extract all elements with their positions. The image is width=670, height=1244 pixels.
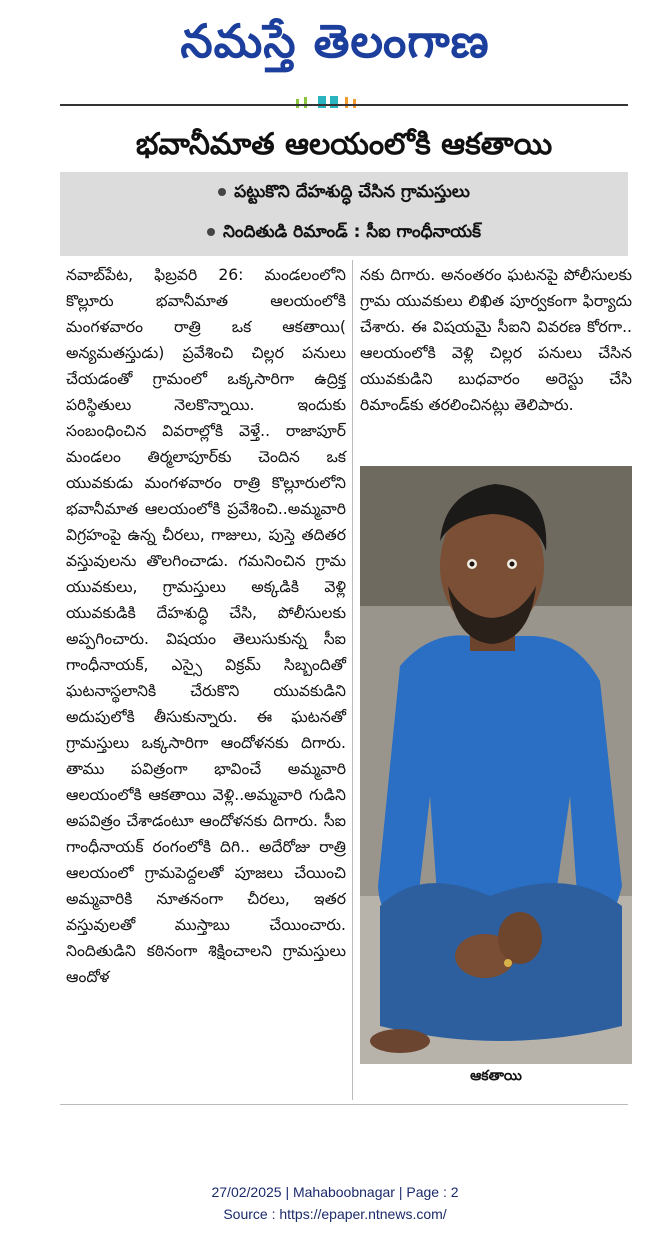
bottom-rule <box>60 1104 628 1105</box>
subhead-2-text: నిందితుడి రిమాండ్ : సీఐ గాంధీనాయక్ <box>222 222 482 242</box>
subhead-2 <box>60 222 628 246</box>
photo-caption: ఆకతాయి <box>470 1068 522 1084</box>
newspaper-title: నమస్తే తెలంగాణ <box>180 14 490 68</box>
article-headline: భవానీమాత ఆలయంలోకి ఆకతాయి <box>135 127 553 162</box>
accused-photo <box>360 466 632 1064</box>
masthead <box>0 6 670 76</box>
masthead-ornament-icon <box>296 96 356 110</box>
bullet-icon <box>207 228 215 236</box>
body-text-col1: నవాబ్‌పేట, ఫిబ్రవరి 26: మండలంలోని కొల్లూరు భవానీమాత ఆలయంలోకి మంగళవారం రాత్రి ఒక ఆకతాయి( అన్యమతస్తుడు) ప్రవేశించి చిల్లర పనులు చేయడంతో గ్రామంలో ఒక్కసారిగా ఉద్రిక్త పరిస్థితులు నెలకొన్నాయి. ఇందుకు సంబంధించిన వివరాల్లోకి వెళ్తే.. రాజాపూర్ మండలం తిర్మలాపూర్‌కు చెందిన ఒక యువకుడు మంగళవారం రాత్రి కొల్లూరులోని భవానీమాత ఆలయంలోకి ప్రవేశించి..అమ్మవారి విగ్రహంపై ఉన్న చీరలు, గాజులు, పుస్తె తదితర వస్తువులను తొలగించాడు. గమనించిన గ్రామ యువకులు, గ్రామస్తులు అక్కడికి వెళ్లి యువకుడికి దేహశుద్ధి చేసి, పోలీసులకు అప్పగించారు. విషయం తెలుసుకున్న సీఐ గాంధీనాయక్, ఎస్సై విక్రమ్ సిబ్బందితో ఘటనాస్థలానికి చేరుకొని యువకుడిని అదుపులోకి తీసుకున్నారు. ఈ ఘటనతో గ్రామస్తులు ఒక్కసారిగా ఆందోళనకు దిగారు. తాము పవిత్రంగా భావించే అమ్మవారి ఆలయంలోకి ఆకతాయి వెళ్లి..అమ్మవారి గుడిని అపవిత్రం చేశాడంటూ ఆందోళనకు దిగారు. సీఐ గాంధీనాయక్ రంగంలోకి దిగి.. అదేరోజు రాత్రి ఆలయంలో గ్రామపెద్దలతో పూజలు చేయించి అమ్మవారికి నూతనంగా చీరలు, ఇతర వస్తువులతో ముస్తాబు చేయించారు. నిందితుడిని కఠినంగా శిక్షించాలని గ్రామస్తులు ఆందోళ <box>66 266 346 986</box>
article-column-1 <box>66 262 346 990</box>
footer-date-edition: 27/02/2025 | Mahaboobnagar | Page : 2 <box>211 1184 459 1200</box>
subhead-1-text: పట్టుకొని దేహశుద్ధి చేసిన గ్రామస్తులు <box>234 182 470 202</box>
subheads-box <box>60 172 628 256</box>
article-column-2 <box>360 262 632 418</box>
top-rule <box>60 104 628 106</box>
subhead-1 <box>60 182 628 206</box>
bullet-icon <box>218 188 226 196</box>
footer-source: Source : https://epaper.ntnews.com/ <box>223 1206 447 1222</box>
body-text-col2: నకు దిగారు. అనంతరం ఘటనపై పోలీసులకు గ్రామ యువకులు లిఖిత పూర్వకంగా ఫిర్యాదు చేశారు. ఈ విషయమై సీఐని వివరణ కోరగా.. ఆలయంలోకి వెళ్లి చిల్లర పనులు చేసిన యువకుడిని బుధవారం అరెస్టు చేసి రిమాండ్‌కు తరలించినట్లు తెలిపారు. <box>360 266 632 414</box>
column-divider <box>352 260 353 1100</box>
